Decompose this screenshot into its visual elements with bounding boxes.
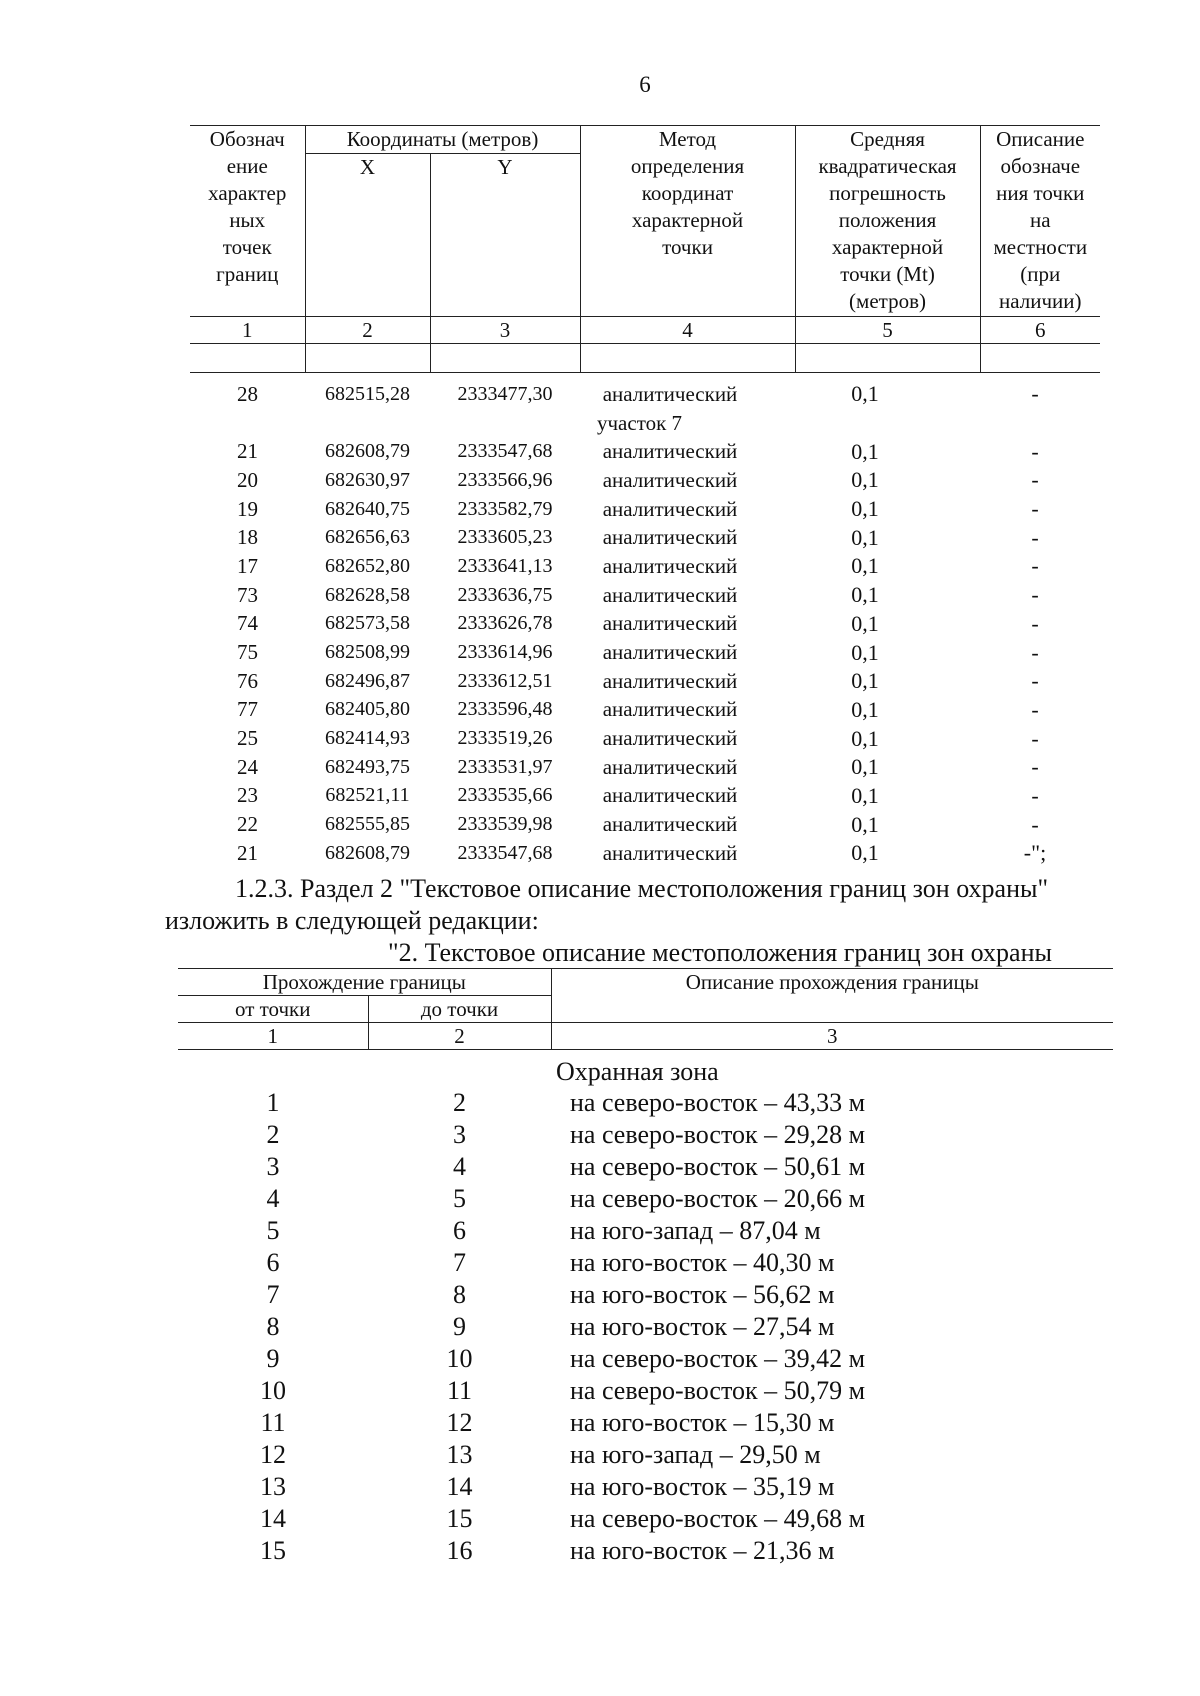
boundary-description: на северо-восток – 29,28 м: [570, 1120, 866, 1149]
method: аналитический: [602, 754, 738, 779]
x-coordinate: 682630,97: [325, 468, 410, 491]
point-description: -: [1031, 610, 1039, 636]
from-point: 2: [266, 1120, 280, 1149]
point-description: -: [1031, 811, 1039, 837]
y-coordinate: 2333636,75: [457, 583, 553, 606]
amendment-paragraph: [165, 873, 1125, 937]
from-point: 5: [266, 1216, 280, 1245]
to-point: 14: [446, 1472, 473, 1501]
table-row: [190, 523, 1100, 552]
to-point: 11: [446, 1376, 473, 1405]
from-point: 12: [260, 1440, 286, 1469]
mean-error: 0,1: [851, 811, 879, 837]
mean-error: 0,1: [851, 582, 879, 608]
point-number: 22: [237, 812, 258, 837]
from-point: 4: [266, 1184, 280, 1213]
header-point-description: Описание обозначе ния точки на местности (при наличии): [980, 126, 1100, 317]
from-point: 3: [266, 1152, 280, 1181]
y-coordinate: 2333582,79: [457, 497, 553, 520]
method: аналитический: [602, 668, 738, 693]
y-coordinate: 2333547,68: [457, 440, 553, 463]
table-row: [178, 1503, 1113, 1535]
x-coordinate: 682608,79: [325, 440, 410, 463]
table-row: [178, 1279, 1113, 1311]
y-coordinate: 2333566,96: [457, 468, 553, 491]
y-coordinate: 2333531,97: [457, 755, 553, 778]
y-coordinate: 2333612,51: [457, 669, 553, 692]
boundary-description: на юго-восток – 40,30 м: [570, 1248, 835, 1277]
from-point: 11: [260, 1408, 286, 1437]
point-description: -: [1031, 553, 1039, 579]
table-row: [178, 1375, 1113, 1407]
from-point: 8: [266, 1312, 280, 1341]
boundary-description: на юго-восток – 15,30 м: [570, 1408, 835, 1437]
header-from-point: от точки: [178, 996, 368, 1023]
mean-error: 0,1: [851, 696, 879, 722]
x-coordinate: 682405,80: [325, 698, 410, 721]
table-row: [190, 810, 1100, 839]
boundary-description: на северо-восток – 39,42 м: [570, 1344, 866, 1373]
x-coordinate: 682414,93: [325, 727, 410, 750]
point-description: -: [1031, 668, 1039, 694]
to-point: 13: [446, 1440, 473, 1469]
from-point: 6: [266, 1248, 280, 1277]
method: аналитический: [602, 553, 738, 578]
boundary-description: на северо-восток – 20,66 м: [570, 1184, 866, 1213]
method: аналитический: [602, 611, 738, 636]
col-number: 1: [190, 317, 305, 344]
x-coordinate: 682652,80: [325, 554, 410, 577]
point-number: 76: [237, 668, 258, 693]
col-number: 4: [580, 317, 795, 344]
table-row: [190, 667, 1100, 696]
to-point: 16: [446, 1536, 473, 1565]
mean-error: 0,1: [851, 840, 879, 866]
from-point: 9: [266, 1344, 280, 1373]
table-row: [178, 1311, 1113, 1343]
to-point: 3: [453, 1120, 466, 1149]
table-row: [190, 782, 1100, 811]
header-method: Метод определения координат характерной точки: [580, 126, 795, 317]
point-description: -";: [1023, 840, 1047, 866]
point-description: -: [1031, 438, 1039, 464]
boundary-description: на северо-восток – 43,33 м: [570, 1088, 866, 1117]
table-row: [190, 466, 1100, 495]
boundary-description: на северо-восток – 49,68 м: [570, 1504, 866, 1533]
from-point: 7: [266, 1280, 280, 1309]
y-coordinate: 2333535,66: [457, 784, 553, 807]
x-coordinate: 682628,58: [325, 583, 410, 606]
to-point: 7: [453, 1248, 466, 1277]
from-point: 14: [260, 1504, 286, 1533]
point-number: 74: [237, 611, 258, 636]
point-number: 73: [237, 582, 258, 607]
table-row: [178, 1151, 1113, 1183]
x-coordinate: 682496,87: [325, 669, 410, 692]
to-point: 12: [446, 1408, 473, 1437]
table-row: [178, 1407, 1113, 1439]
col-number: 6: [980, 317, 1100, 344]
point-number: 75: [237, 640, 258, 665]
method: аналитический: [602, 812, 738, 837]
boundary-description: на юго-восток – 56,62 м: [570, 1280, 835, 1309]
table-row: [190, 839, 1100, 868]
y-coordinate: 2333626,78: [457, 612, 553, 635]
x-coordinate: 682493,75: [325, 755, 410, 778]
method: аналитический: [602, 840, 738, 865]
table-row: [190, 552, 1100, 581]
to-point: 5: [453, 1184, 466, 1213]
x-coordinate: 682573,58: [325, 612, 410, 635]
boundary-description: на юго-запад – 29,50 м: [570, 1440, 821, 1469]
method: аналитический: [602, 726, 738, 751]
x-coordinate: 682640,75: [325, 497, 410, 520]
coordinates-table-header: [190, 125, 1100, 373]
boundary-table-header: [178, 968, 1113, 1050]
mean-error: 0,1: [851, 496, 879, 522]
boundary-description: на юго-восток – 27,54 м: [570, 1312, 835, 1341]
mean-error: 0,1: [851, 754, 879, 780]
x-coordinate: 682521,11: [325, 784, 410, 807]
table-row: [178, 1471, 1113, 1503]
table-row: 28 682515,28 2333477,30 аналитический 0,1 -: [237, 381, 1039, 407]
point-number: 23: [237, 783, 258, 808]
y-coordinate: 2333605,23: [457, 526, 553, 549]
to-point: 10: [446, 1344, 473, 1373]
table-row: [178, 1247, 1113, 1279]
table-row: [178, 1215, 1113, 1247]
point-description: -: [1031, 467, 1039, 493]
section-label: участок 7: [597, 410, 683, 435]
x-coordinate: 682508,99: [325, 641, 410, 664]
header-coordinates: Координаты (метров): [305, 126, 580, 154]
method: аналитический: [602, 525, 738, 550]
point-number: 17: [237, 553, 258, 578]
paragraph-line: 1.2.3. Раздел 2 "Текстовое описание местоположения границ зон охраны": [235, 874, 1049, 903]
point-description: -: [1031, 496, 1039, 522]
mean-error: 0,1: [851, 725, 879, 751]
table-row: [190, 610, 1100, 639]
boundary-description: на юго-запад – 87,04 м: [570, 1216, 821, 1245]
from-point: 15: [260, 1536, 286, 1565]
boundary-table-body: [178, 1087, 1113, 1567]
point-number: 25: [237, 726, 258, 751]
point-number: 21: [237, 840, 258, 865]
method: аналитический: [602, 783, 738, 808]
point-description: -: [1031, 696, 1039, 722]
table-row: [178, 1535, 1113, 1567]
header-x: X: [305, 154, 430, 317]
table-row: [190, 437, 1100, 466]
mean-error: 0,1: [851, 467, 879, 493]
mean-error: 0,1: [851, 553, 879, 579]
zone-label: Охранная зона: [556, 1057, 719, 1086]
table-row: [190, 724, 1100, 753]
point-number: 18: [237, 525, 258, 550]
to-point: 2: [453, 1088, 466, 1117]
point-description: -: [1031, 582, 1039, 608]
to-point: 6: [453, 1216, 466, 1245]
mean-error: 0,1: [851, 782, 879, 808]
mean-error: 0,1: [851, 610, 879, 636]
table-row: [190, 495, 1100, 524]
y-coordinate: 2333539,98: [457, 813, 553, 836]
table-row: [178, 1119, 1113, 1151]
to-point: 4: [453, 1152, 466, 1181]
table-row: [178, 1439, 1113, 1471]
mean-error: 0,1: [851, 524, 879, 550]
page-number: 6: [639, 72, 651, 97]
boundary-description: на юго-восток – 35,19 м: [570, 1472, 835, 1501]
from-point: 13: [260, 1472, 286, 1501]
mean-error: 0,1: [851, 668, 879, 694]
point-number: 21: [237, 439, 258, 464]
coordinates-table-body: [190, 380, 1100, 868]
method: аналитический: [602, 496, 738, 521]
point-description: -: [1031, 524, 1039, 550]
method: аналитический: [602, 697, 738, 722]
mean-error: 0,1: [851, 639, 879, 665]
point-number: 77: [237, 697, 258, 722]
table-row: [178, 1087, 1113, 1119]
col-number: 1: [178, 1023, 368, 1050]
y-coordinate: 2333641,13: [457, 554, 553, 577]
table-row: [190, 638, 1100, 667]
header-point-designation: Обознач ение характер ных точек границ: [190, 126, 305, 317]
header-boundary-description: Описание прохождения границы: [551, 969, 1113, 1023]
point-number: 19: [237, 496, 258, 521]
method: аналитический: [602, 467, 738, 492]
method: аналитический: [602, 582, 738, 607]
section-title: "2. Текстовое описание местоположения границ зон охраны: [388, 938, 1052, 967]
y-coordinate: 2333519,26: [457, 727, 553, 750]
header-mean-error: Средняя квадратическая погрешность положения характерной точки (Mt) (метров): [795, 126, 980, 317]
y-coordinate: 2333596,48: [457, 698, 553, 721]
point-description: -: [1031, 725, 1039, 751]
col-number: 3: [551, 1023, 1113, 1050]
point-number: 20: [237, 467, 258, 492]
from-point: 10: [260, 1376, 286, 1405]
table-row: [190, 753, 1100, 782]
table-row: [190, 581, 1100, 610]
point-description: -: [1031, 639, 1039, 665]
point-number: 24: [237, 754, 258, 779]
to-point: 8: [453, 1280, 466, 1309]
col-number: 3: [430, 317, 580, 344]
header-to-point: до точки: [368, 996, 551, 1023]
mean-error: 0,1: [851, 438, 879, 464]
y-coordinate: 2333614,96: [457, 641, 553, 664]
header-y: Y: [430, 154, 580, 317]
header-boundary-passage: Прохождение границы: [178, 969, 551, 996]
col-number: 5: [795, 317, 980, 344]
boundary-description: на северо-восток – 50,79 м: [570, 1376, 866, 1405]
to-point: 15: [446, 1504, 473, 1533]
x-coordinate: 682555,85: [325, 813, 410, 836]
method: аналитический: [602, 640, 738, 665]
table-row: [190, 696, 1100, 725]
boundary-description: на северо-восток – 50,61 м: [570, 1152, 866, 1181]
x-coordinate: 682608,79: [325, 841, 410, 864]
col-number: 2: [305, 317, 430, 344]
paragraph-line: изложить в следующей редакции:: [165, 906, 539, 935]
table-row: [178, 1183, 1113, 1215]
y-coordinate: 2333547,68: [457, 841, 553, 864]
from-point: 1: [266, 1088, 280, 1117]
boundary-description: на юго-восток – 21,36 м: [570, 1536, 835, 1565]
point-description: -: [1031, 782, 1039, 808]
col-number: 2: [368, 1023, 551, 1050]
x-coordinate: 682656,63: [325, 526, 410, 549]
point-description: -: [1031, 754, 1039, 780]
method: аналитический: [602, 439, 738, 464]
to-point: 9: [453, 1312, 466, 1341]
table-row: [178, 1343, 1113, 1375]
